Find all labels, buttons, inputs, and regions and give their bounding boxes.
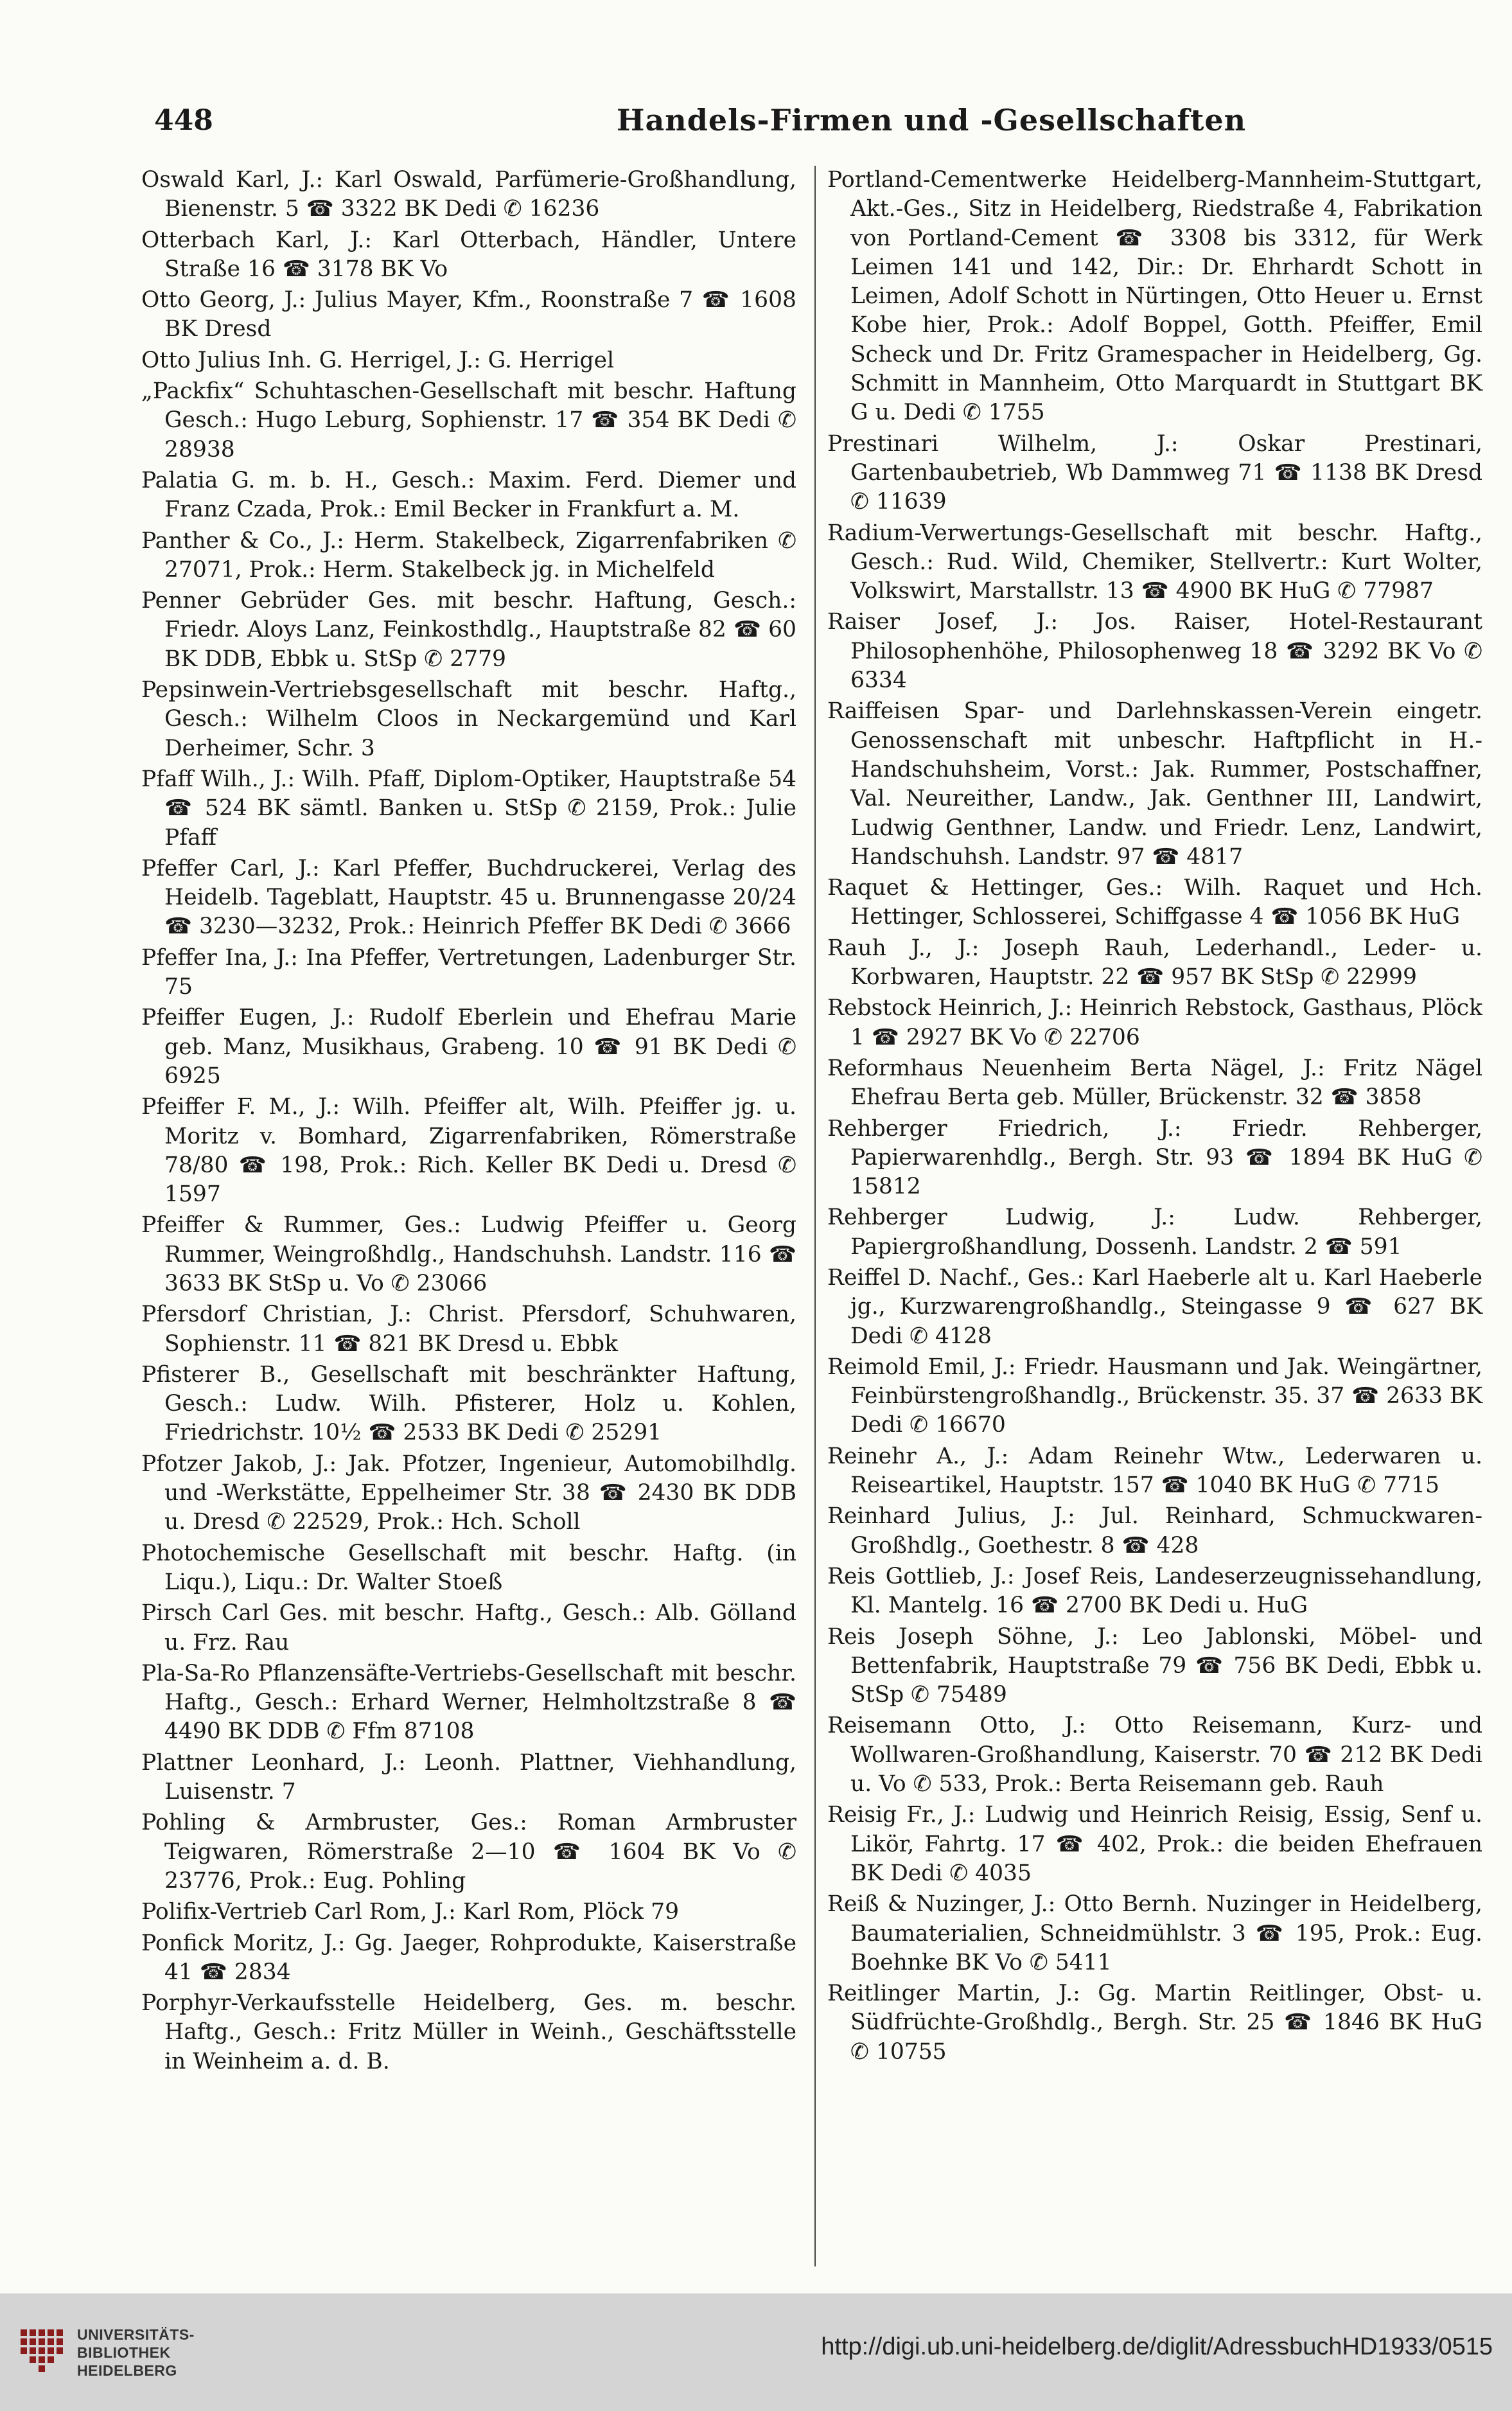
directory-entry: Raquet & Hettinger, Ges.: Wilh. Raquet und Hch. Hettinger, Schlosserei, Schiffgasse 4 ☎ 1056 BK HuG [827,875,1482,930]
directory-entry: Pla-Sa-Ro Pflanzensäfte-Vertriebs-Gesellschaft mit beschr. Haftg., Gesch.: Erhard Werner, Helmholtzstraße 8 ☎ 4490 BK DDB ✆ Ffm 87108 [141,1660,796,1745]
directory-entry: Reinhard Julius, J.: Jul. Reinhard, Schmuckwaren-Großhdlg., Goethestr. 8 ☎ 428 [827,1503,1482,1559]
directory-entry: Rehberger Ludwig, J.: Ludw. Rehberger, Papiergroßhandlung, Dossenh. Landstr. 2 ☎ 591 [827,1205,1482,1260]
directory-entry: Plattner Leonhard, J.: Leonh. Plattner, Viehhandlung, Luisenstr. 7 [141,1749,796,1805]
directory-entry: Portland-Cementwerke Heidelberg-Mannheim-Stuttgart, Akt.-Ges., Sitz in Heidelberg, Riedstraße 4, Fabrikation von Portland-Cement ☎ 3308 bis 3312, für Werk Leimen 141 und 142, Dir.: Dr. Ehrhardt Schott in Leimen, Adolf Schott in Nürtingen, Otto Heuer u. Ernst Kobe hier, Prok.: Adolf Boppel, Gotth. Pfeiffer, Emil Scheck und Dr. Fritz Gramespacher in Heidelberg, Gg. Schmitt in Mannheim, Otto Marquardt in Stuttgart BK G u. Dedi ✆ 1755 [827,167,1482,426]
directory-entry: Reis Gottlieb, J.: Josef Reis, Landeserzeugnissehandlung, Kl. Mantelg. 16 ☎ 2700 BK Dedi u. HuG [827,1563,1482,1619]
directory-entry: Rauh J., J.: Joseph Rauh, Lederhandl., Leder- u. Korbwaren, Hauptstr. 22 ☎ 957 BK StSp ✆ 22999 [827,935,1482,991]
directory-entry: Radium-Verwertungs-Gesellschaft mit beschr. Haftg., Gesch.: Rud. Wild, Chemiker, Stellvertr.: Kurt Wolter, Volkswirt, Marstallstr. 13 ☎ 4900 BK HuG ✆ 77987 [827,520,1482,605]
directory-entry: Reimold Emil, J.: Friedr. Hausmann und Jak. Weingärtner, Feinbürstengroßhandlg., Brückenstr. 35. 37 ☎ 2633 BK Dedi ✆ 16670 [827,1354,1482,1438]
directory-entry: Pfeiffer Eugen, J.: Rudolf Eberlein und Ehefrau Marie geb. Manz, Musikhaus, Grabeng. 10 ☎ 91 BK Dedi ✆ 6925 [141,1005,796,1089]
right-column [827,166,1482,2069]
directory-entry: Polifix-Vertrieb Carl Rom, J.: Karl Rom, Plöck 79 [141,1899,680,1925]
left-column [141,166,796,2078]
page-number: 448 [154,104,213,137]
directory-entry: Pohling & Armbruster, Ges.: Roman Armbruster Teigwaren, Römerstraße 2—10 ☎ 1604 BK Vo ✆ 23776, Prok.: Eug. Pohling [141,1810,796,1894]
logo-line: HEIDELBERG [77,2362,177,2379]
directory-entry: Pfaff Wilh., J.: Wilh. Pfaff, Diplom-Optiker, Hauptstraße 54 ☎ 524 BK sämtl. Banken u. StSp ✆ 2159, Prok.: Julie Pfaff [141,766,796,851]
directory-entry: Photochemische Gesellschaft mit beschr. Haftg. (in Liqu.), Liqu.: Dr. Walter Stoeß [141,1540,796,1595]
directory-entry: Reiffel D. Nachf., Ges.: Karl Haeberle alt u. Karl Haeberle jg., Kurzwarengroßhandlg., Steingasse 9 ☎ 627 BK Dedi ✆ 4128 [827,1264,1482,1349]
directory-entry: Reformhaus Neuenheim Berta Nägel, J.: Fritz Nägel Ehefrau Berta geb. Müller, Brückenstr. 32 ☎ 3858 [827,1055,1482,1111]
directory-entry: Prestinari Wilhelm, J.: Oskar Prestinari, Gartenbaubetrieb, Wb Dammweg 71 ☎ 1138 BK Dresd ✆ 11639 [827,430,1482,515]
directory-entry: Penner Gebrüder Ges. mit beschr. Haftung, Gesch.: Friedr. Aloys Lanz, Feinkosthdlg., Hauptstraße 82 ☎ 60 BK DDB, Ebbk u. StSp ✆ 2779 [141,588,796,672]
logo-line: UNIVERSITÄTS- [77,2326,195,2343]
directory-entry: Pfeiffer & Rummer, Ges.: Ludwig Pfeiffer u. Georg Rummer, Weingroßhdlg., Handschuhsh. Landstr. 116 ☎ 3633 BK StSp u. Vo ✆ 23066 [141,1212,796,1296]
directory-entry: Pfeffer Ina, J.: Ina Pfeffer, Vertretungen, Ladenburger Str. 75 [141,944,796,1000]
directory-entry: Reisig Fr., J.: Ludwig und Heinrich Reisig, Essig, Senf u. Likör, Fahrtg. 17 ☎ 402, Prok.: die beiden Ehefrauen BK Dedi ✆ 4035 [827,1802,1482,1886]
library-seal-icon [15,2326,68,2378]
directory-entry: Reisemann Otto, J.: Otto Reisemann, Kurz- und Wollwaren-Großhandlung, Kaiserstr. 70 ☎ 212 BK Dedi u. Vo ✆ 533, Prok.: Berta Reisemann geb. Rauh [827,1713,1482,1797]
directory-entry: Rehberger Friedrich, J.: Friedr. Rehberger, Papierwarenhdlg., Bergh. Str. 93 ☎ 1894 BK HuG ✆ 15812 [827,1115,1482,1200]
directory-entry: Pfeiffer F. M., J.: Wilh. Pfeiffer alt, Wilh. Pfeiffer jg. u. Moritz v. Bomhard, Zigarrenfabriken, Römerstraße 78/80 ☎ 198, Prok.: Rich. Keller BK Dedi u. Dresd ✆ 1597 [141,1094,796,1208]
directory-entry: Reitlinger Martin, J.: Gg. Martin Reitlinger, Obst- u. Südfrüchte-Großhdlg., Bergh. Str. 25 ☎ 1846 BK HuG ✆ 10755 [827,1981,1482,2065]
directory-entry: Palatia G. m. b. H., Gesch.: Maxim. Ferd. Diemer und Franz Czada, Prok.: Emil Becker in Frankfurt a. M. [141,467,796,523]
footer-bar [0,2293,1512,2411]
directory-entry: Panther & Co., J.: Herm. Stakelbeck, Zigarrenfabriken ✆ 27071, Prok.: Herm. Stakelbeck jg. in Michelfeld [141,527,796,583]
directory-entry: Pfeffer Carl, J.: Karl Pfeffer, Buchdruckerei, Verlag des Heidelb. Tageblatt, Hauptstr. 45 u. Brunnengasse 20/24 ☎ 3230—3232, Prok.: Heinrich Pfeffer BK Dedi ✆ 3666 [141,855,796,940]
column-divider [814,166,816,2266]
directory-entry: Otterbach Karl, J.: Karl Otterbach, Händler, Untere Straße 16 ☎ 3178 BK Vo [141,227,796,282]
library-logo-text [77,2326,195,2380]
logo-line: BIBLIOTHEK [77,2344,171,2361]
directory-entry: Pirsch Carl Ges. mit beschr. Haftg., Gesch.: Alb. Gölland u. Frz. Rau [141,1600,796,1656]
library-logo [15,2322,208,2383]
directory-entry: Porphyr-Verkaufsstelle Heidelberg, Ges. m. beschr. Haftg., Gesch.: Fritz Müller in Weinh., Geschäftsstelle in Weinheim a. d. B. [141,1990,796,2074]
directory-entry: Pfersdorf Christian, J.: Christ. Pfersdorf, Schuhwaren, Sophienstr. 11 ☎ 821 BK Dresd u. Ebbk [141,1302,796,1357]
directory-entry: Raiser Josef, J.: Jos. Raiser, Hotel-Restaurant Philosophenhöhe, Philosophenweg 18 ☎ 3292 BK Vo ✆ 6334 [827,609,1482,694]
directory-entry: Rebstock Heinrich, J.: Heinrich Rebstock, Gasthaus, Plöck 1 ☎ 2927 BK Vo ✆ 22706 [827,995,1482,1050]
directory-entry: Pepsinwein-Vertriebsgesellschaft mit beschr. Haftg., Gesch.: Wilhelm Cloos in Neckargemünd und Karl Derheimer, Schr. 3 [141,677,796,761]
directory-entry: Otto Georg, J.: Julius Mayer, Kfm., Roonstraße 7 ☎ 1608 BK Dresd [141,287,796,342]
directory-entry: Reiß & Nuzinger, J.: Otto Bernh. Nuzinger in Heidelberg, Baumaterialien, Schneidmühlstr. 3 ☎ 195, Prok.: Eug. Boehnke BK Vo ✆ 5411 [827,1891,1482,1975]
directory-entry: Oswald Karl, J.: Karl Oswald, Parfümerie-Großhandlung, Bienenstr. 5 ☎ 3322 BK Dedi ✆ 16236 [141,167,796,222]
directory-entry: Reinehr A., J.: Adam Reinehr Wtw., Lederwaren u. Reiseartikel, Hauptstr. 157 ☎ 1040 BK HuG ✆ 7715 [827,1443,1482,1499]
page-title: Handels-Firmen und -Gesellschaften [617,103,1247,137]
page-header [154,96,1375,148]
directory-entry: Reis Joseph Söhne, J.: Leo Jablonski, Möbel- und Bettenfabrik, Hauptstraße 79 ☎ 756 BK Dedi, Ebbk u. StSp ✆ 75489 [827,1623,1482,1708]
directory-entry: „Packfix“ Schuhtaschen-Gesellschaft mit beschr. Haftung Gesch.: Hugo Leburg, Sophienstr. 17 ☎ 354 BK Dedi ✆ 28938 [141,378,796,463]
directory-entry: Pfotzer Jakob, J.: Jak. Pfotzer, Ingenieur, Automobilhdlg. und -Werkstätte, Eppelheimer Str. 38 ☎ 2430 BK DDB u. Dresd ✆ 22529, Prok.: Hch. Scholl [141,1451,796,1535]
permalink-url[interactable]: http://digi.ub.uni-heidelberg.de/diglit/AdressbuchHD1933/0515 [821,2333,1493,2360]
directory-entry: Otto Julius Inh. G. Herrigel, J.: G. Herrigel [141,347,615,373]
directory-entry: Pfisterer B., Gesellschaft mit beschränkter Haftung, Gesch.: Ludw. Wilh. Pfisterer, Holz u. Kohlen, Friedrichstr. 10½ ☎ 2533 BK Dedi ✆ 25291 [141,1361,796,1446]
directory-entry: Raiffeisen Spar- und Darlehnskassen-Verein eingetr. Genossenschaft mit unbeschr. Haftpflicht in H.-Handschuhsheim, Vorst.: Jak. Rummer, Postschaffner, Val. Neureither, Landw., Jak. Genthner III, Landwirt, Ludwig Genthner, Landw. und Friedr. Lenz, Landwirt, Handschuhsh. Landstr. 97 ☎ 4817 [827,698,1482,870]
directory-entry: Ponfick Moritz, J.: Gg. Jaeger, Rohprodukte, Kaiserstraße 41 ☎ 2834 [141,1930,796,1985]
